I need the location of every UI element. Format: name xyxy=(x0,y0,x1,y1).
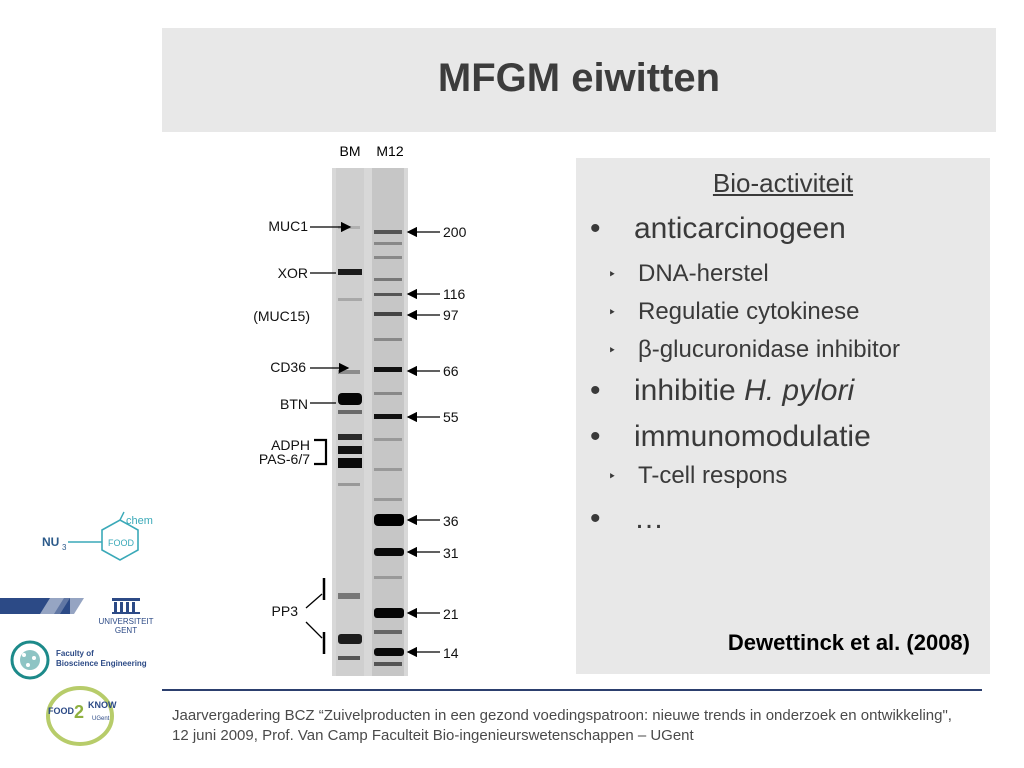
ugent-logo xyxy=(0,594,160,638)
slide-title: MFGM eiwitten xyxy=(437,56,721,100)
svg-text:UNIVERSITEIT: UNIVERSITEIT xyxy=(98,617,154,626)
marker-55: 55 xyxy=(443,409,459,425)
faculty-bioscience-engineering-logo xyxy=(8,638,158,684)
lane-label-m12: M12 xyxy=(376,143,404,159)
food2know-logo xyxy=(40,684,120,748)
label-pp3: PP3 xyxy=(271,603,298,619)
triangle-bullet-icon: ‣ xyxy=(608,304,617,320)
marker-97: 97 xyxy=(443,307,459,323)
label-muc15: (MUC15) xyxy=(253,308,310,324)
marker-36: 36 xyxy=(443,513,459,529)
svg-text:Bioscience Engineering: Bioscience Engineering xyxy=(56,659,147,668)
marker-14: 14 xyxy=(443,645,459,661)
svg-text:Faculty of: Faculty of xyxy=(56,649,94,658)
lane-bm xyxy=(336,168,364,676)
marker-200: 200 xyxy=(443,224,467,240)
bullet-icon: • xyxy=(590,374,601,407)
marker-21: 21 xyxy=(443,606,459,622)
marker-66: 66 xyxy=(443,363,459,379)
footer-text: Jaarvergadering BCZ “Zuivelproducten in een gezond voedingspatroon: nieuwe trends in onderzoek en ontwikkeling", 12 juni 2009, Prof. Van Camp Faculteit Bio-ingenieurswetenschappen – UGent xyxy=(172,707,952,744)
svg-text:GENT: GENT xyxy=(114,626,138,635)
bullet-icon: • xyxy=(590,212,601,245)
reference-citation: Dewettinck et al. (2008) xyxy=(727,630,970,655)
svg-text:3: 3 xyxy=(62,543,67,552)
svg-text:NU: NU xyxy=(42,535,60,549)
label-cd36: CD36 xyxy=(270,359,306,375)
lane-label-bm: BM xyxy=(339,143,361,159)
footer-divider xyxy=(162,689,982,691)
svg-text:FOOD: FOOD xyxy=(48,706,74,716)
bio-activity-panel: Bio-activiteit • anticarcinogeen ‣ DNA-herstel ‣ Regulatie cytokinese ‣ β-glucuronidase inhibitor • inhibitie H. pylori • immunomodulatie ‣ T-cell respons • … Dewettinck et al. (2008) xyxy=(576,158,990,674)
svg-text:UGent: UGent xyxy=(92,716,110,722)
label-pas67: PAS-6/7 xyxy=(258,451,310,467)
marker-116: 116 xyxy=(443,286,466,302)
bio-activity-heading: Bio-activiteit xyxy=(712,168,854,198)
marker-31: 31 xyxy=(443,545,459,561)
triangle-bullet-icon: ‣ xyxy=(608,266,617,282)
label-adph: ADPH xyxy=(271,437,310,453)
label-muc1: MUC1 xyxy=(268,218,308,234)
svg-text:chem: chem xyxy=(126,515,153,527)
title-bar xyxy=(162,28,996,132)
svg-text:FOOD: FOOD xyxy=(108,538,134,548)
sds-page-gel-figure xyxy=(240,138,480,678)
triangle-bullet-icon: ‣ xyxy=(608,342,617,358)
svg-text:KNOW: KNOW xyxy=(88,700,117,710)
bullet-icon: • xyxy=(590,420,601,453)
svg-text:2: 2 xyxy=(74,702,85,722)
label-btn: BTN xyxy=(280,396,308,412)
triangle-bullet-icon: ‣ xyxy=(608,468,617,484)
nu-food-chem-logo xyxy=(40,510,170,586)
bullet-icon: • xyxy=(590,502,601,535)
label-xor: XOR xyxy=(277,265,308,281)
